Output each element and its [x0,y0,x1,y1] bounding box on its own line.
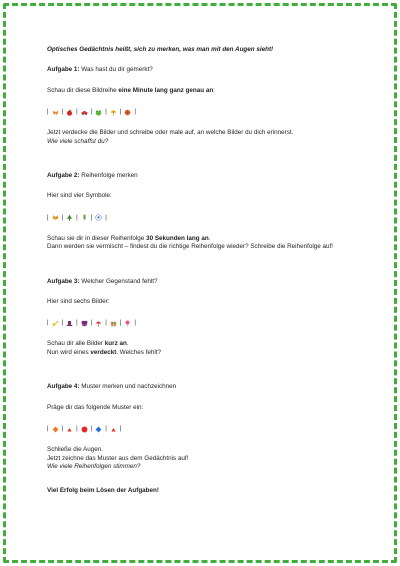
orange-diamond-icon [52,426,59,433]
soccer-ball-icon [95,214,102,221]
task2-instruction [47,235,357,243]
red-circle-icon [81,426,88,433]
task4-draw-instruction: Jetzt zeichne das Muster aus dem Gedächtnis auf! [47,454,189,462]
task2-symbol-row: | | | | | [47,214,107,221]
task4-question: Wie viele Reihenfolgen stimmen? [47,462,141,470]
hat-icon [66,320,73,327]
task2-instruction-post: . [208,234,211,242]
task3-hidden-instruction [47,349,357,357]
task3-instruction-bold: kurz an [104,340,127,348]
task1-label: Aufgabe 1: [47,66,80,74]
task1-question: Wie viele schaffst du? [47,137,109,145]
task2-lead: Hier sind vier Symbole: [47,192,112,200]
red-triangle-icon [110,426,117,433]
task3-hidden-post: . Welches fehlt? [116,348,161,356]
task3-hidden-pre: Nun wird eines [47,348,91,356]
task3-lead: Hier sind sechs Bilder: [47,298,110,306]
key-icon [52,320,59,327]
train-icon [110,320,117,327]
apple-icon [66,109,73,116]
task3-label: Aufgabe 3: [47,277,80,285]
task3-instruction [47,340,357,348]
task4-pattern-row: | | | | | | [47,425,122,432]
task1-heading [47,66,357,74]
frog-icon [95,109,102,116]
task3-heading [47,278,357,286]
task4-label: Aufgabe 4: [47,383,80,391]
task3-instruction-post: . [126,340,129,348]
task1-instruction-bold: eine Minute lang ganz genau an [118,86,214,94]
task1-title: Was hast du dir gemerkt? [79,66,153,74]
task2-shuffle-instruction: Dann werden sie vermischt – findest du die richtige Reihenfolge wieder? Schreibe die Reihenfolge auf! [47,243,333,251]
task4-lead: Präge dir das folgende Muster ein: [47,403,144,411]
task4-heading [47,383,357,391]
task1-symbol-row: | | | | | | | [47,109,136,116]
worksheet-content [47,46,357,496]
cat-icon [52,214,59,221]
fox-icon [52,109,59,116]
task2-instruction-bold: 30 Sekunden lang an [146,234,209,242]
intro-line: Optisches Gedächtnis heißt, sich zu merken, was man mit den Augen sieht! [47,46,274,53]
red-triangle-icon [66,426,73,433]
flower-icon [110,109,117,116]
tree-icon [66,214,73,221]
closing-line: Viel Erfolg beim Lösen der Aufgaben! [47,487,159,495]
task2-heading [47,172,357,180]
task2-title: Reihenfolge merken [79,172,138,180]
task1-instruction-pre: Schau dir diese Bildreihe [47,86,119,94]
task3-hidden-bold: verdeckt [90,348,117,356]
task3-instruction-pre: Schau dir alle Bilder [47,340,105,348]
lollipop-icon [124,320,131,327]
task4-close-eyes: Schließe die Augen. [47,446,104,454]
task1-cover-instruction: Jetzt verdecke die Bilder und schreibe oder male auf, an welche Bilder du dich erinnerst. [47,129,294,137]
task3-title: Welcher Gegenstand fehlt? [79,277,158,285]
umbrella-icon [95,320,102,327]
task1-instruction-post: : [213,86,215,94]
blue-diamond-icon [95,426,102,433]
task1-instruction [47,87,357,95]
pencil-icon [81,214,88,221]
ball-icon [124,109,131,116]
task2-label: Aufgabe 2: [47,172,80,180]
task2-instruction-pre: Schau sie dir in dieser Reihenfolge [47,234,147,242]
car-icon [81,109,88,116]
task3-symbol-row: | | | | | | | [47,320,136,327]
task4-title: Muster merken und nachzeichnen [79,383,177,391]
butterfly-icon [81,320,88,327]
